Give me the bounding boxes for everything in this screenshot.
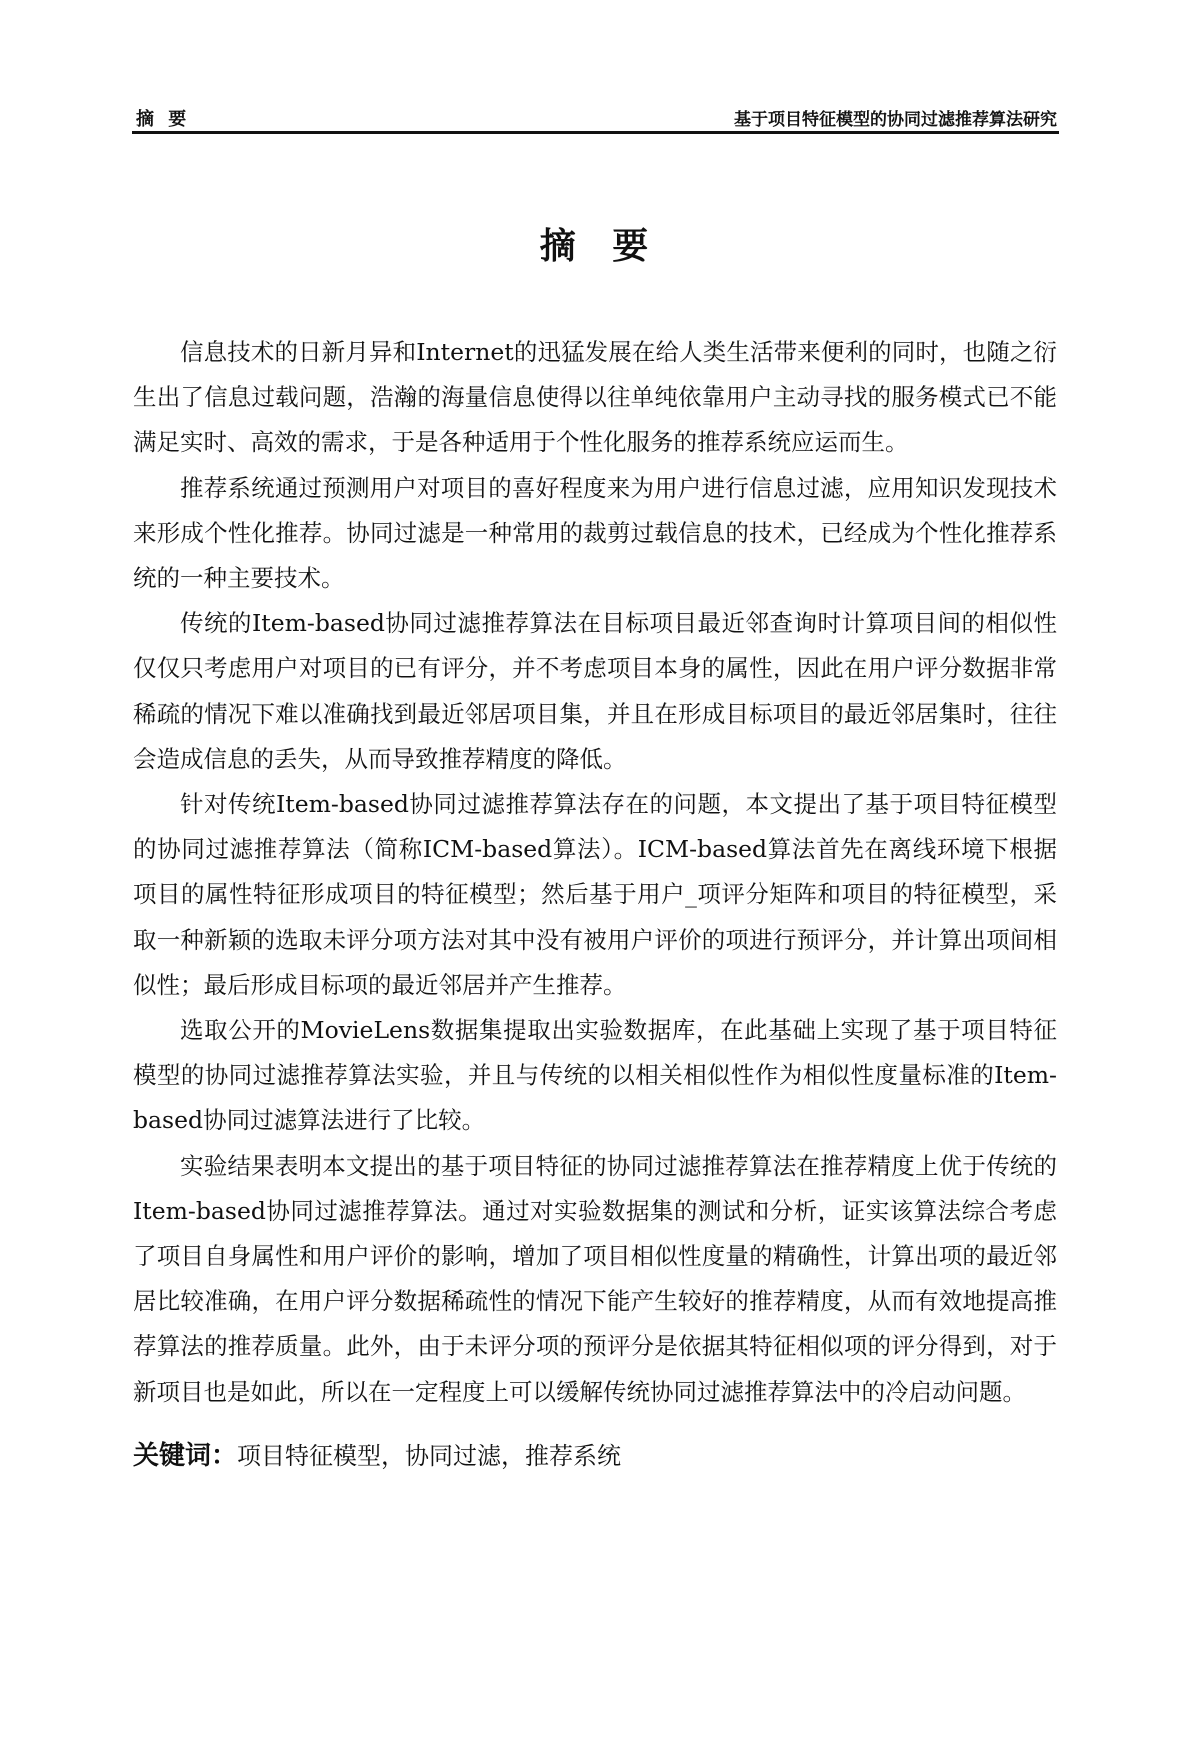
abstract-title: 摘 要 bbox=[539, 226, 661, 267]
keywords-value: 项目特征模型，协同过滤，推荐系统 bbox=[237, 1442, 622, 1470]
abstract-body bbox=[133, 330, 1057, 1415]
abstract-paragraph: 信息技术的日新月异和Internet的迅猛发展在给人类生活带来便利的同时，也随之衍生出了信息过载问题，浩瀚的海量信息使得以往单纯依靠用户主动寻找的服务模式已不能满足实时、高效的需求，于是各种适用于个性化服务的推荐系统应运而生。 bbox=[133, 338, 1057, 457]
keywords-line bbox=[133, 1435, 621, 1472]
header-section-label: 摘 要 bbox=[136, 109, 191, 130]
abstract-paragraph: 实验结果表明本文提出的基于项目特征的协同过滤推荐算法在推荐精度上优于传统的Item-based协同过滤推荐算法。通过对实验数据集的测试和分析，证实该算法综合考虑了项目自身属性和用户评价的影响，增加了项目相似性度量的精确性，计算出项的最近邻居比较准确，在用户评分数据稀疏性的情况下能产生较好的推荐精度，从而有效地提高推荐算法的推荐质量。此外，由于未评分项的预评分是依据其特征相似项的评分得到，对于新项目也是如此，所以在一定程度上可以缓解传统协同过滤推荐算法中的冷启动问题。 bbox=[133, 1151, 1057, 1406]
abstract-paragraph: 推荐系统通过预测用户对项目的喜好程度来为用户进行信息过滤，应用知识发现技术来形成个性化推荐。协同过滤是一种常用的裁剪过载信息的技术，已经成为个性化推荐系统的一种主要技术。 bbox=[133, 473, 1057, 593]
page-header bbox=[132, 101, 1059, 134]
abstract-paragraph: 传统的Item-based协同过滤推荐算法在目标项目最近邻查询时计算项目间的相似性仅仅只考虑用户对项目的已有评分，并不考虑项目本身的属性，因此在用户评分数据非常稀疏的情况下难以准确找到最近邻居项目集，并且在形成目标项目的最近邻居集时，往往会造成信息的丢失，从而导致推荐精度的降低。 bbox=[133, 609, 1057, 773]
abstract-paragraph: 针对传统Item-based协同过滤推荐算法存在的问题，本文提出了基于项目特征模型的协同过滤推荐算法（简称ICM-based算法）。ICM-based算法首先在离线环境下根据项目的属性特征形成项目的特征模型；然后基于用户_项评分矩阵和项目的特征模型，采取一种新颖的选取未评分项方法对其中没有被用户评价的项进行预评分，并计算出项间相似性；最后形成目标项的最近邻居并产生推荐。 bbox=[133, 790, 1057, 999]
abstract-paragraph: 选取公开的MovieLens数据集提取出实验数据库，在此基础上实现了基于项目特征模型的协同过滤推荐算法实验，并且与传统的以相关相似性作为相似性度量标准的Item-based协同过滤算法进行了比较。 bbox=[133, 1016, 1057, 1135]
header-thesis-title: 基于项目特征模型的协同过滤推荐算法研究 bbox=[734, 110, 1057, 130]
keywords-label: 关键词： bbox=[133, 1441, 238, 1471]
